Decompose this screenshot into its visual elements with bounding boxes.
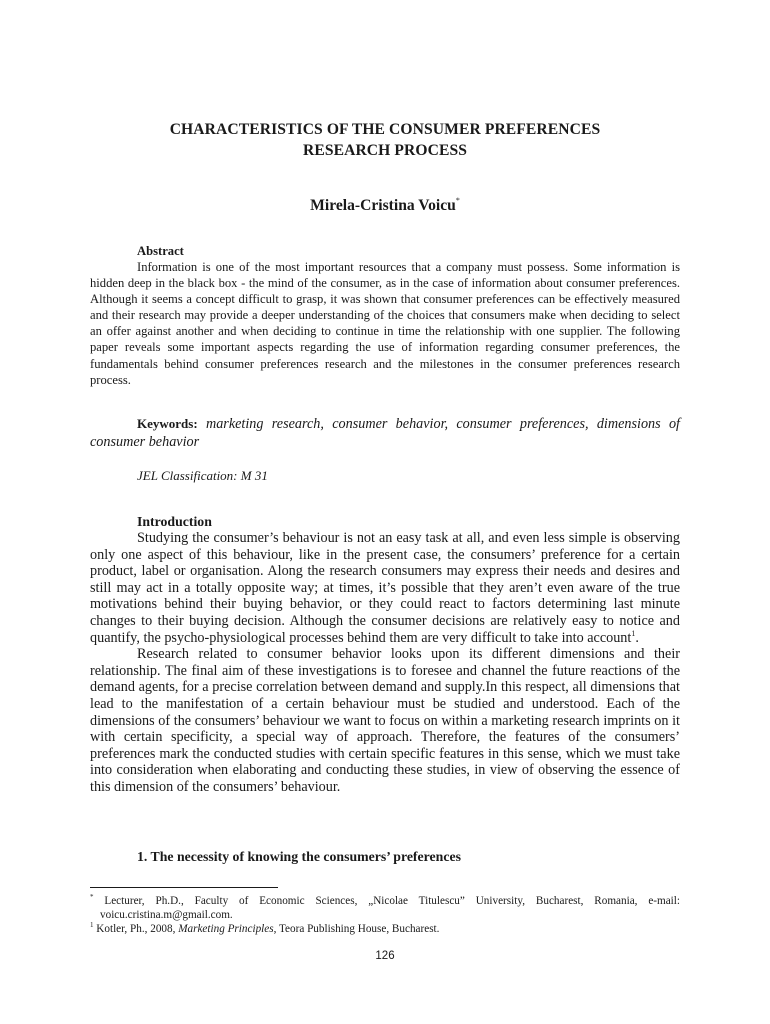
jel-classification: JEL Classification: M 31 <box>137 468 268 483</box>
section-1-heading: 1. The necessity of knowing the consumers’ preferences <box>137 849 461 864</box>
keywords-label: Keywords: <box>137 416 198 431</box>
introduction-paragraph-1-text: Studying the consumer’s behaviour is not an easy task at all, and even less simple is observing only one aspect of this behaviour, like in the present case, the consumers’ preference for a certain product, label or organisation. Along the research consumers may express their needs and desires and still may act in a totally opposite way; at times, it’s possible that they aren’t even aware of the true motivations behind their buying behavior, or they could react to factors determining last minute changes to their buying decision. Although the consumer decisions are relatively easy to notice and quantify, the psycho-physiological processes behind them are very difficult to take into account <box>90 530 680 646</box>
footnote-author-marker: * <box>90 893 94 901</box>
title-line-2: RESEARCH PROCESS <box>302 142 468 159</box>
introduction-heading: Introduction <box>137 514 212 529</box>
footnote-author-text: Lecturer, Ph.D., Faculty of Economic Sciences, „Nicolae Titulescu” University, Bucharest, Romania, e-mail: voicu.cristina.m@gmail.com. <box>100 895 681 921</box>
author-footnote-marker[interactable]: * <box>455 196 460 205</box>
author-name: Mirela-Cristina Voicu <box>310 197 456 214</box>
footnote-author <box>90 894 680 922</box>
abstract-heading: Abstract <box>137 244 184 258</box>
footnotes <box>90 894 680 936</box>
footnote-1-text-before: Kotler, Ph., 2008, <box>96 923 179 935</box>
title-line-1: CHARACTERISTICS OF THE CONSUMER PREFERENCES <box>169 121 601 138</box>
introduction-paragraph-1-end: . <box>635 629 639 646</box>
footnote-1-marker: 1 <box>90 921 94 929</box>
abstract-text: Information is one of the most important resources that a company must possess. Some information is hidden deep in the black box - the mind of the consumer, as in the case of information about consumer preferences. Although it seems a concept difficult to grasp, it was shown that consumer preferences can be effectively measured and their research may provide a deeper understanding of the choices that consumers make when deciding to select an offer against another and when deciding to continue in time the relationship with one supplier. The following paper reveals some important aspects regarding the use of information regarding consumer preferences, the fundamentals behind consumer preferences research and the milestones in the consumer preferences research process. <box>90 260 680 387</box>
footnote-separator <box>90 887 278 888</box>
keywords <box>90 415 680 451</box>
footnote-1 <box>90 922 680 936</box>
introduction-paragraph-1 <box>90 530 680 646</box>
keywords-text: marketing research, consumer behavior, consumer preferences, dimensions of consumer behavior <box>90 416 680 450</box>
paper-title <box>90 119 680 161</box>
page-number: 126 <box>375 950 395 962</box>
author-line <box>90 196 680 215</box>
introduction-paragraph-2: Research related to consumer behavior looks upon its different dimensions and their relationship. The final aim of these investigations is to foresee and channel the future reactions of the demand agents, for a precise correlation between demand and supply.In this respect, all dimensions that lead to the manifestation of a certain behaviour must be studied and understood. Each of the dimensions of the consumers’ behaviour we want to focus on within a marketing research imprints on it with certain specificity, a special way of approach. Therefore, the features of the consumers’ preferences mark the conducted studies with certain specific features in this sense, which we must take into consideration when elaborating and conducting these studies, in view of observing the essence of this dimension of the consumers’ behaviour. <box>90 646 680 795</box>
footnote-1-text-after: , Teora Publishing House, Bucharest. <box>273 923 440 935</box>
introduction-body <box>90 530 680 796</box>
footnote-ref-1[interactable]: 1 <box>631 628 636 638</box>
footnote-1-book-title: Marketing Principles <box>178 923 274 935</box>
